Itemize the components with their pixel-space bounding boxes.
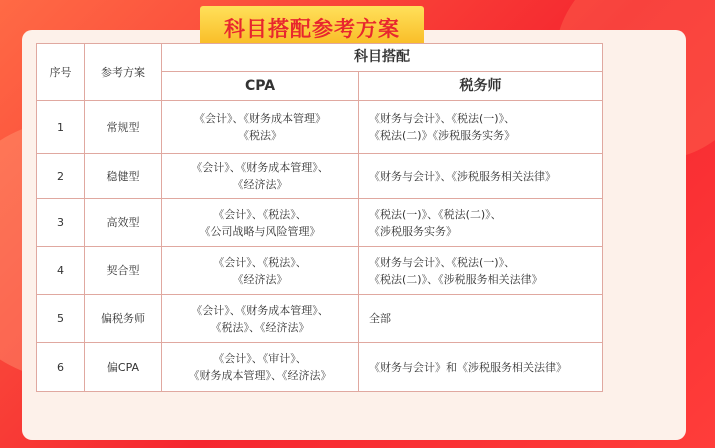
tax-line: 《财务与会计》和《涉税服务相关法律》 bbox=[369, 360, 567, 374]
tax-line: 《财务与会计》、《税法(一)》、 bbox=[369, 255, 516, 269]
page-title: 科目搭配参考方案 bbox=[224, 17, 400, 41]
table-row bbox=[37, 154, 603, 199]
row-cpa-subjects bbox=[162, 154, 359, 199]
header-index: 序号 bbox=[37, 44, 85, 101]
row-plan-type: 稳健型 bbox=[85, 154, 162, 199]
cpa-line: 《会计》、《财务成本管理》 bbox=[194, 112, 326, 125]
row-cpa-subjects bbox=[162, 295, 359, 343]
row-number: 6 bbox=[37, 343, 85, 392]
tax-line: 《税法(一)》、《税法(二)》、 bbox=[369, 207, 502, 221]
row-tax-subjects bbox=[359, 154, 603, 199]
table-row bbox=[37, 199, 603, 247]
tax-line: 《税法(二)》《涉税服务实务》 bbox=[369, 129, 516, 142]
row-plan-type: 契合型 bbox=[85, 247, 162, 295]
row-plan-type: 高效型 bbox=[85, 199, 162, 247]
row-cpa-subjects bbox=[162, 343, 359, 392]
table-row bbox=[37, 295, 603, 343]
row-number: 5 bbox=[37, 295, 85, 343]
cpa-line: 《会计》、《税法》、 bbox=[213, 255, 307, 269]
row-plan-type: 偏CPA bbox=[85, 343, 162, 392]
header-subjects: 科目搭配 bbox=[162, 44, 603, 72]
table-row bbox=[37, 247, 603, 295]
cpa-line: 《会计》、《税法》、 bbox=[213, 207, 307, 221]
cpa-line: 《经济法》 bbox=[232, 178, 288, 191]
row-number: 1 bbox=[37, 101, 85, 154]
table-row bbox=[37, 343, 603, 392]
header-cpa: CPA bbox=[162, 72, 359, 101]
row-cpa-subjects bbox=[162, 247, 359, 295]
row-cpa-subjects bbox=[162, 199, 359, 247]
cpa-line: 《会计》、《审计》、 bbox=[213, 352, 307, 365]
header-plan: 参考方案 bbox=[85, 44, 162, 101]
row-tax-subjects bbox=[359, 247, 603, 295]
cpa-line: 《经济法》 bbox=[232, 272, 288, 286]
row-cpa-subjects bbox=[162, 101, 359, 154]
cpa-line: 《税法》、《经济法》 bbox=[210, 320, 310, 334]
row-number: 2 bbox=[37, 154, 85, 199]
tax-line: 《财务与会计》、《税法(一)》、 bbox=[369, 112, 516, 125]
cpa-line: 《会计》、《财务成本管理》、 bbox=[191, 303, 329, 317]
row-tax-subjects bbox=[359, 295, 603, 343]
header-tax: 税务师 bbox=[359, 72, 603, 101]
row-plan-type: 常规型 bbox=[85, 101, 162, 154]
subject-plan-table bbox=[36, 43, 603, 392]
cpa-line: 《会计》、《财务成本管理》、 bbox=[191, 161, 329, 174]
cpa-line: 《公司战略与风险管理》 bbox=[199, 224, 321, 238]
cpa-line: 《税法》 bbox=[238, 129, 282, 142]
row-plan-type: 偏税务师 bbox=[85, 295, 162, 343]
row-tax-subjects bbox=[359, 101, 603, 154]
tax-line: 《涉税服务实务》 bbox=[369, 224, 457, 238]
tax-line: 《税法(二)》、《涉税服务相关法律》 bbox=[369, 272, 543, 286]
tax-line: 《财务与会计》、《涉税服务相关法律》 bbox=[369, 169, 556, 183]
row-tax-subjects bbox=[359, 343, 603, 392]
row-tax-subjects bbox=[359, 199, 603, 247]
table-row bbox=[37, 101, 603, 154]
tax-line: 全部 bbox=[369, 312, 391, 325]
row-number: 4 bbox=[37, 247, 85, 295]
cpa-line: 《财务成本管理》、《经济法》 bbox=[188, 369, 332, 382]
header-row-top bbox=[37, 44, 603, 72]
row-number: 3 bbox=[37, 199, 85, 247]
